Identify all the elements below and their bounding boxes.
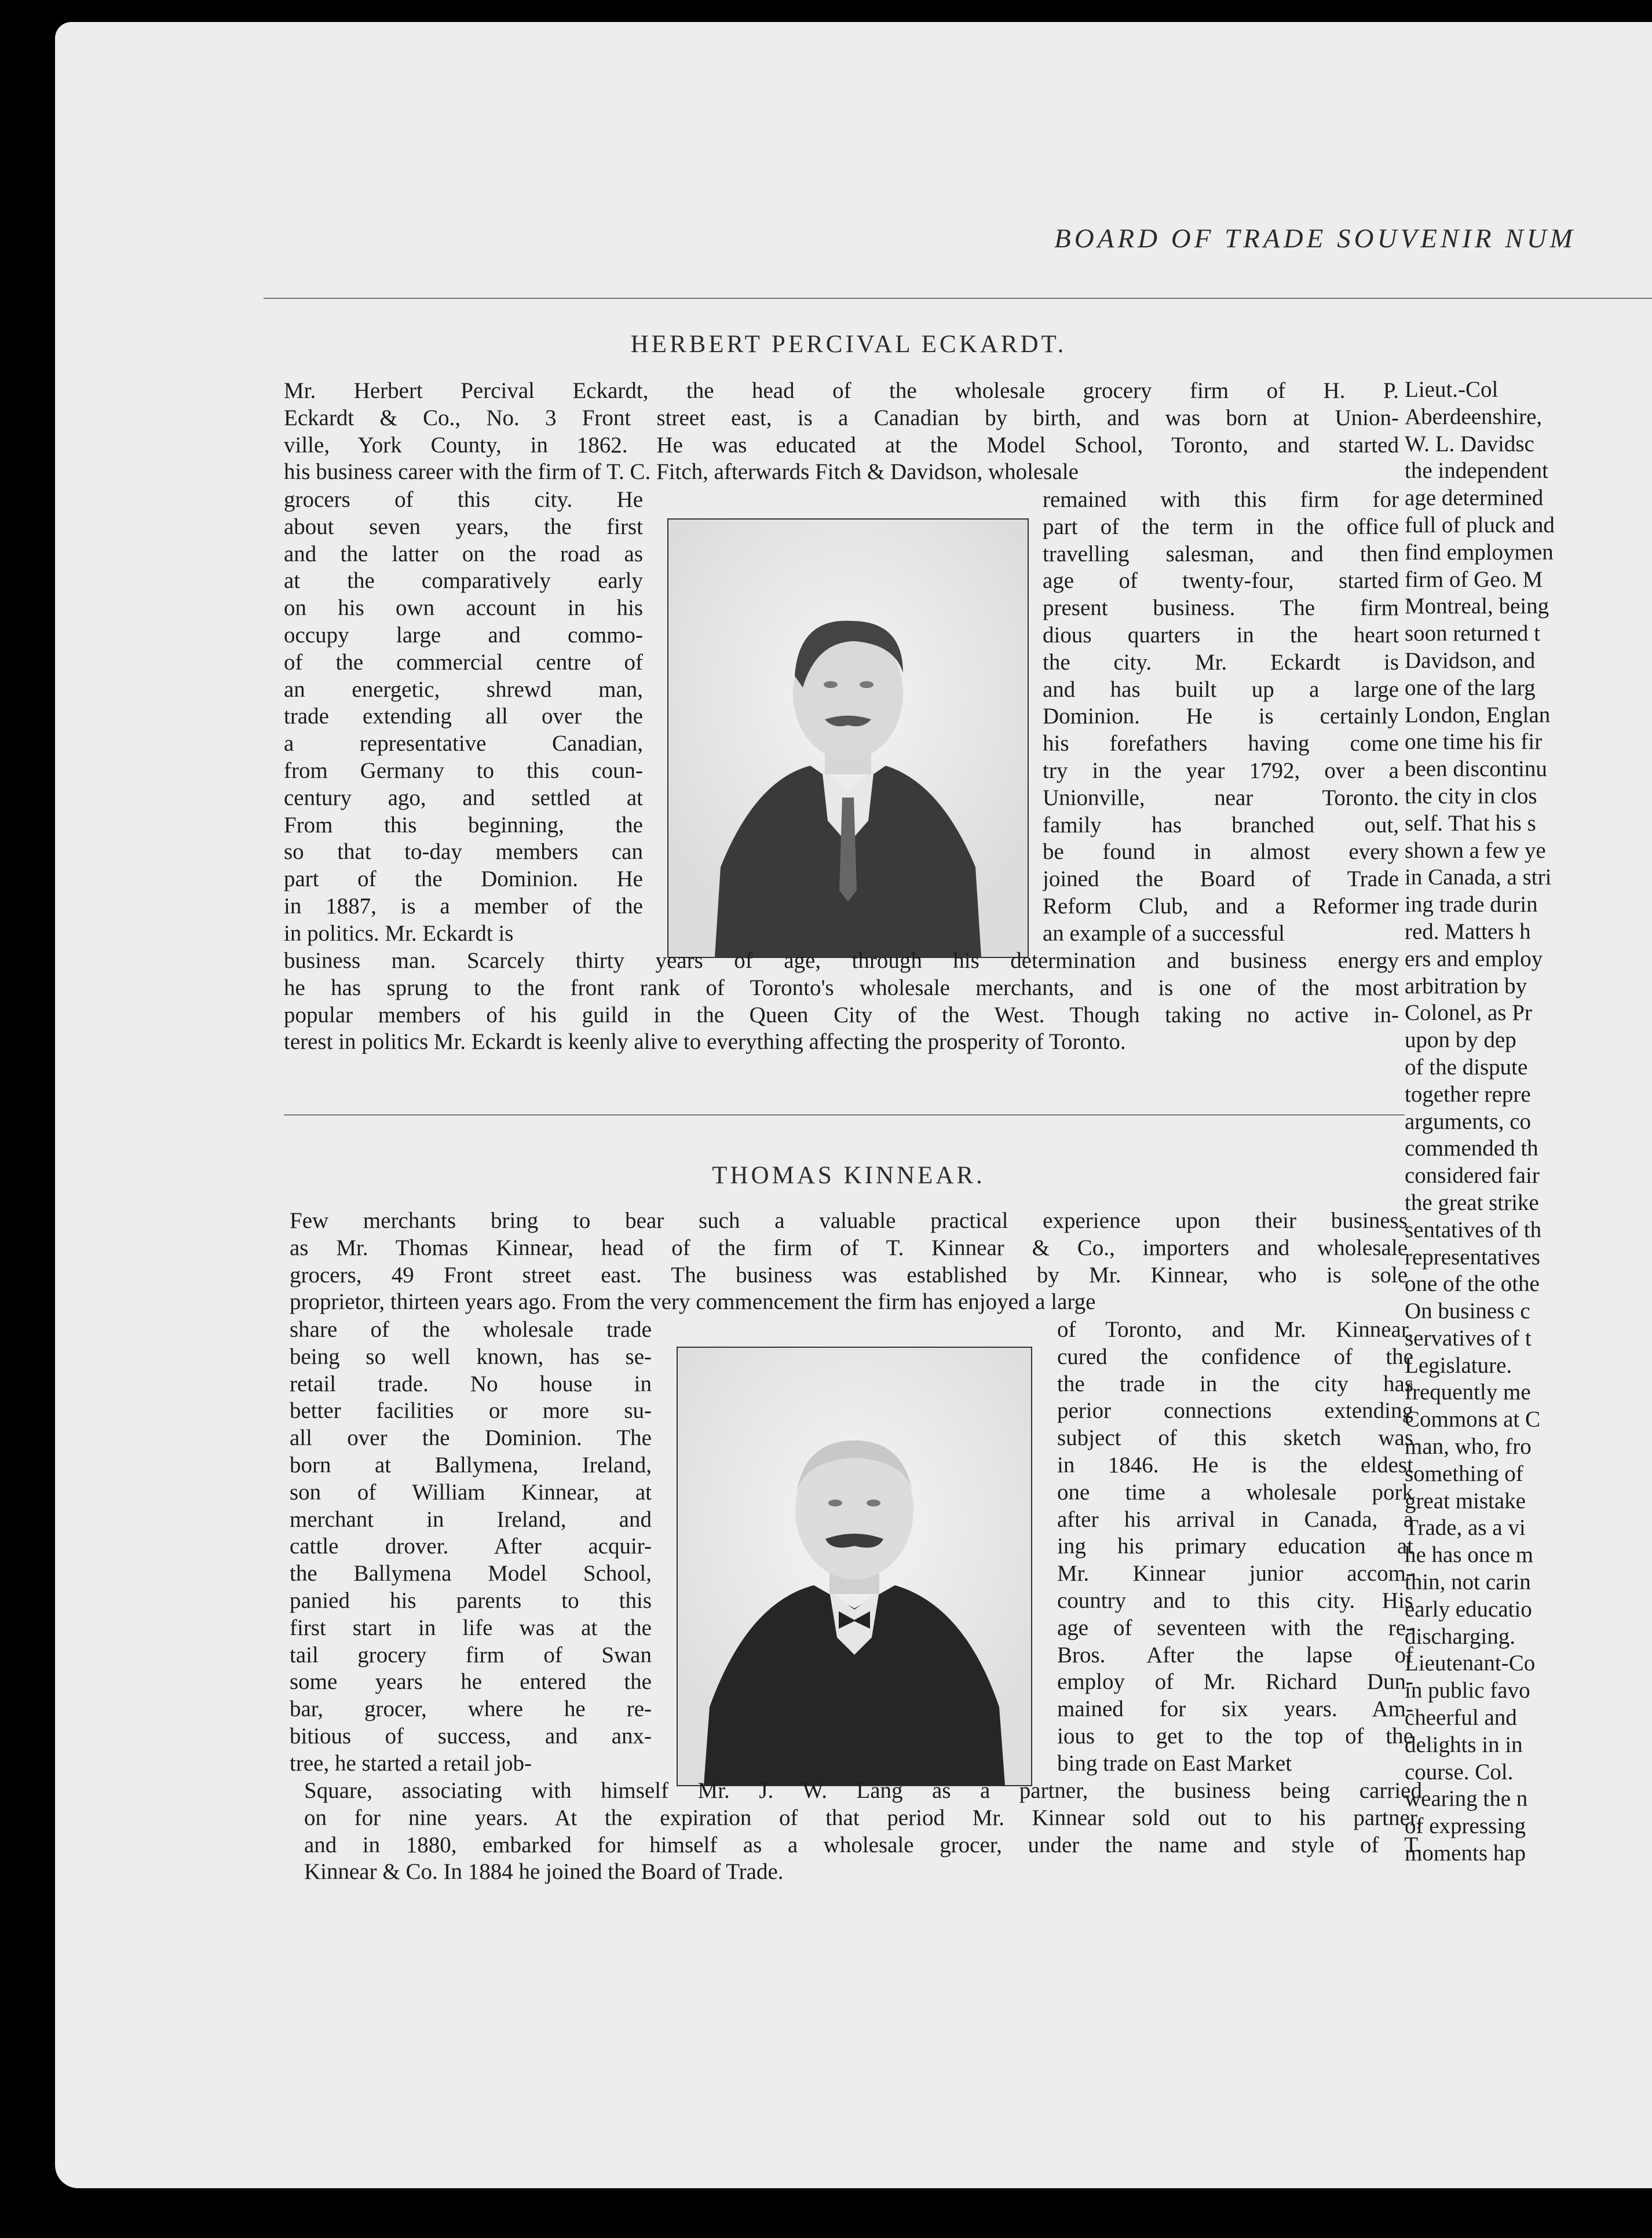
text-line: century ago, and settled at	[284, 785, 643, 810]
text-line: the independent	[1405, 458, 1548, 484]
text-line: in public favo	[1405, 1678, 1530, 1703]
text-line: something of	[1405, 1461, 1523, 1486]
text-line: present business. The firm	[1043, 595, 1399, 621]
text-line: and in 1880, embarked for himself as a wholesale grocer, under the name and style of T.	[304, 1832, 1422, 1857]
text-line: and the latter on the road as	[284, 541, 643, 566]
text-line: From this beginning, the	[284, 812, 643, 838]
text-line: Square, associating with himself Mr. J. W. Lang as a partner, the business being carried	[304, 1778, 1422, 1803]
text-line: Bros. After the lapse of	[1057, 1642, 1413, 1667]
text-line: ing his primary education at	[1057, 1534, 1413, 1559]
text-line: Reform Club, and a Reformer	[1043, 893, 1399, 919]
text-line: popular members of his guild in the Queen City of the West. Though taking no active in-	[284, 1002, 1399, 1027]
text-line: in politics. Mr. Eckardt is	[284, 920, 514, 946]
text-line: and has built up a large	[1043, 676, 1399, 702]
text-line: on for nine years. At the expiration of that period Mr. Kinnear sold out to his partner,	[304, 1805, 1422, 1830]
text-line: tree, he started a retail job-	[290, 1750, 532, 1776]
text-line: joined the Board of Trade	[1043, 866, 1399, 892]
text-line: man, who, fro	[1405, 1434, 1532, 1460]
article-kinnear-left-column	[290, 1317, 652, 1778]
text-line: of Toronto, and Mr. Kinnear,	[1057, 1317, 1413, 1342]
text-line: Few merchants bring to bear such a valuable practical experience upon their business	[290, 1208, 1408, 1233]
text-line: son of William Kinnear, at	[290, 1479, 652, 1505]
text-line: been discontinu	[1405, 756, 1547, 782]
text-line: Davidson, and	[1405, 648, 1536, 673]
text-line: moments hap	[1405, 1841, 1526, 1866]
text-line: tail grocery firm of Swan	[290, 1642, 652, 1667]
text-line: retail trade. No house in	[290, 1371, 652, 1396]
text-line: cattle drover. After acquir-	[290, 1534, 652, 1559]
text-line: Legislature.	[1405, 1352, 1512, 1378]
text-line: grocers, 49 Front street east. The business was established by Mr. Kinnear, who is sole	[290, 1262, 1408, 1288]
text-line: upon by dep	[1405, 1027, 1516, 1053]
text-line: employ of Mr. Richard Dun-	[1057, 1669, 1413, 1695]
text-line: some years he entered the	[290, 1669, 652, 1695]
text-line: the city. Mr. Eckardt is	[1043, 649, 1399, 675]
text-line: mained for six years. Am-	[1057, 1696, 1413, 1722]
text-line: he has sprung to the front rank of Toronto's wholesale merchants, and is one of the most	[284, 975, 1399, 1000]
text-line: frequently me	[1405, 1380, 1531, 1405]
text-line: course. Col.	[1405, 1759, 1514, 1784]
text-line: occupy large and commo-	[284, 622, 643, 648]
text-line: Lieutenant-Co	[1405, 1651, 1536, 1676]
text-line: proprietor, thirteen years ago. From the very commencement the firm has enjoyed a large	[290, 1289, 1096, 1315]
text-line: terest in politics Mr. Eckardt is keenly alive to everything affecting the prosperity of Toronto.	[284, 1029, 1126, 1055]
text-line: one time his fir	[1405, 729, 1543, 755]
text-line: London, Englan	[1405, 702, 1551, 727]
text-line: business man. Scarcely thirty years of age, through his determination and business energy	[284, 948, 1399, 973]
text-line: in 1846. He is the eldest	[1057, 1452, 1413, 1478]
article-title-eckardt: HERBERT PERCIVAL ECKARDT.	[630, 331, 1067, 358]
text-line: Montreal, being	[1405, 594, 1549, 619]
text-line: together repre	[1405, 1081, 1531, 1107]
text-line: one time a wholesale pork	[1057, 1479, 1413, 1505]
text-line: be found in almost every	[1043, 839, 1399, 865]
text-line: better facilities or more su-	[290, 1398, 652, 1424]
adjacent-article-column	[1405, 376, 1555, 1867]
text-line: the trade in the city has	[1057, 1371, 1413, 1396]
text-line: ville, York County, in 1862. He was educated at the Model School, Toronto, and started	[284, 432, 1399, 458]
text-line: from Germany to this coun-	[284, 758, 643, 783]
text-line: part of the term in the office	[1043, 514, 1399, 539]
text-line: after his arrival in Canada, a	[1057, 1506, 1413, 1532]
text-line: travelling salesman, and then	[1043, 541, 1399, 566]
running-header: BOARD OF TRADE SOUVENIR NUM	[1054, 224, 1576, 254]
text-line: firm of Geo. M	[1405, 566, 1543, 592]
article-eckardt-left-column	[284, 487, 643, 948]
text-line: commended th	[1405, 1136, 1538, 1161]
text-line: at the comparatively early	[284, 568, 643, 594]
text-line: ious to get to the top of the	[1057, 1723, 1413, 1749]
text-line: Colonel, as Pr	[1405, 1000, 1532, 1026]
text-line: arguments, co	[1405, 1109, 1532, 1134]
text-line: Lieut.-Col	[1405, 377, 1499, 402]
text-line: Trade, as a vi	[1405, 1515, 1526, 1541]
text-line: grocers of this city. He	[284, 487, 643, 512]
text-line: Eckardt & Co., No. 3 Front street east, is a Canadian by birth, and was born at Union-	[284, 405, 1399, 430]
text-line: in Canada, a stri	[1405, 865, 1552, 890]
text-line: shown a few ye	[1405, 838, 1546, 863]
text-line: Mr. Kinnear junior accom-	[1057, 1561, 1413, 1586]
text-line: the city in clos	[1405, 783, 1537, 809]
text-line: trade extending all over the	[284, 704, 643, 729]
text-line: family has branched out,	[1043, 812, 1399, 838]
article-kinnear-top	[290, 1208, 1408, 1316]
text-line: of expressing	[1405, 1813, 1526, 1839]
article-eckardt-right-column	[1043, 487, 1399, 948]
text-line: remained with this firm for	[1043, 487, 1399, 512]
portrait-kinnear	[677, 1347, 1032, 1786]
text-line: dious quarters in the heart	[1043, 622, 1399, 648]
text-line: W. L. Davidsc	[1405, 431, 1534, 456]
text-line: about seven years, the first	[284, 514, 643, 539]
header-rule	[264, 298, 1652, 299]
text-line: Aberdeenshire,	[1405, 404, 1543, 429]
text-line: part of the Dominion. He	[284, 866, 643, 892]
text-line: so that to-day members can	[284, 839, 643, 865]
text-line: bing trade on East Market	[1057, 1750, 1292, 1776]
text-line: Kinnear & Co. In 1884 he joined the Board of Trade.	[304, 1859, 784, 1885]
text-line: the Ballymena Model School,	[290, 1561, 652, 1586]
text-line: he has once m	[1405, 1542, 1534, 1568]
text-line: self. That his s	[1405, 810, 1536, 836]
text-line: discharging.	[1405, 1623, 1516, 1649]
text-line: on his own account in his	[284, 595, 643, 621]
text-line: ers and employ	[1405, 946, 1543, 971]
text-line: cheerful and	[1405, 1705, 1517, 1731]
text-line: ing trade durin	[1405, 892, 1538, 917]
text-line: an energetic, shrewd man,	[284, 676, 643, 702]
text-line: thin, not carin	[1405, 1570, 1531, 1595]
text-line: Dominion. He is certainly	[1043, 704, 1399, 729]
text-line: bar, grocer, where he re-	[290, 1696, 652, 1722]
text-line: great mistake	[1405, 1488, 1526, 1513]
portrait-eckardt	[667, 518, 1029, 958]
article-eckardt-bottom	[284, 948, 1399, 1056]
text-line: of the commercial centre of	[284, 649, 643, 675]
text-line: delights in in	[1405, 1732, 1523, 1757]
text-line: born at Ballymena, Ireland,	[290, 1452, 652, 1478]
text-line: being so well known, has se-	[290, 1344, 652, 1369]
text-line: cured the confidence of the	[1057, 1344, 1413, 1369]
section-divider	[284, 1114, 1405, 1116]
text-line: merchant in Ireland, and	[290, 1506, 652, 1532]
text-line: Unionville, near Toronto.	[1043, 785, 1399, 810]
text-line: share of the wholesale trade	[290, 1317, 652, 1342]
text-line: bitious of success, and anx-	[290, 1723, 652, 1749]
text-line: considered fair	[1405, 1163, 1540, 1189]
text-line: one of the othe	[1405, 1271, 1540, 1297]
text-line: full of pluck and	[1405, 512, 1555, 537]
text-line: country and to this city. His	[1057, 1588, 1413, 1613]
text-line: soon returned t	[1405, 621, 1540, 646]
text-line: age determined	[1405, 485, 1544, 511]
text-line: the great strike	[1405, 1190, 1539, 1215]
text-line: servatives of t	[1405, 1325, 1532, 1351]
text-line: all over the Dominion. The	[290, 1425, 652, 1451]
text-line: Commons at C	[1405, 1407, 1541, 1432]
text-line: age of twenty-four, started	[1043, 568, 1399, 594]
text-line: panied his parents to this	[290, 1588, 652, 1613]
text-line: his business career with the firm of T. C. Fitch, afterwards Fitch & Davidson, wholesale	[284, 459, 1079, 485]
text-line: an example of a successful	[1043, 920, 1285, 946]
article-eckardt-top	[284, 378, 1399, 486]
text-line: as Mr. Thomas Kinnear, head of the firm of T. Kinnear & Co., importers and wholesale	[290, 1235, 1408, 1260]
text-line: sentatives of th	[1405, 1217, 1542, 1242]
text-line: age of seventeen with the re-	[1057, 1615, 1413, 1640]
text-line: one of the larg	[1405, 675, 1536, 700]
article-title-kinnear: THOMAS KINNEAR.	[712, 1162, 985, 1189]
text-line: subject of this sketch was	[1057, 1425, 1413, 1451]
text-line: representatives	[1405, 1244, 1540, 1270]
text-line: perior connections extending	[1057, 1398, 1413, 1424]
text-line: a representative Canadian,	[284, 731, 643, 756]
text-line: find employmen	[1405, 539, 1554, 565]
article-kinnear-right-column	[1057, 1317, 1413, 1778]
text-line: Mr. Herbert Percival Eckardt, the head of the wholesale grocery firm of H. P.	[284, 378, 1399, 403]
text-line: first start in life was at the	[290, 1615, 652, 1640]
text-line: On business c	[1405, 1299, 1530, 1324]
text-line: wearing the n	[1405, 1786, 1528, 1812]
text-line: in 1887, is a member of the	[284, 893, 643, 919]
text-line: red. Matters h	[1405, 919, 1531, 944]
text-line: arbitration by	[1405, 973, 1527, 999]
text-line: try in the year 1792, over a	[1043, 758, 1399, 783]
article-kinnear-bottom	[304, 1778, 1422, 1886]
text-line: early educatio	[1405, 1596, 1532, 1622]
text-line: of the dispute	[1405, 1054, 1528, 1080]
text-line: his forefathers having come	[1043, 731, 1399, 756]
